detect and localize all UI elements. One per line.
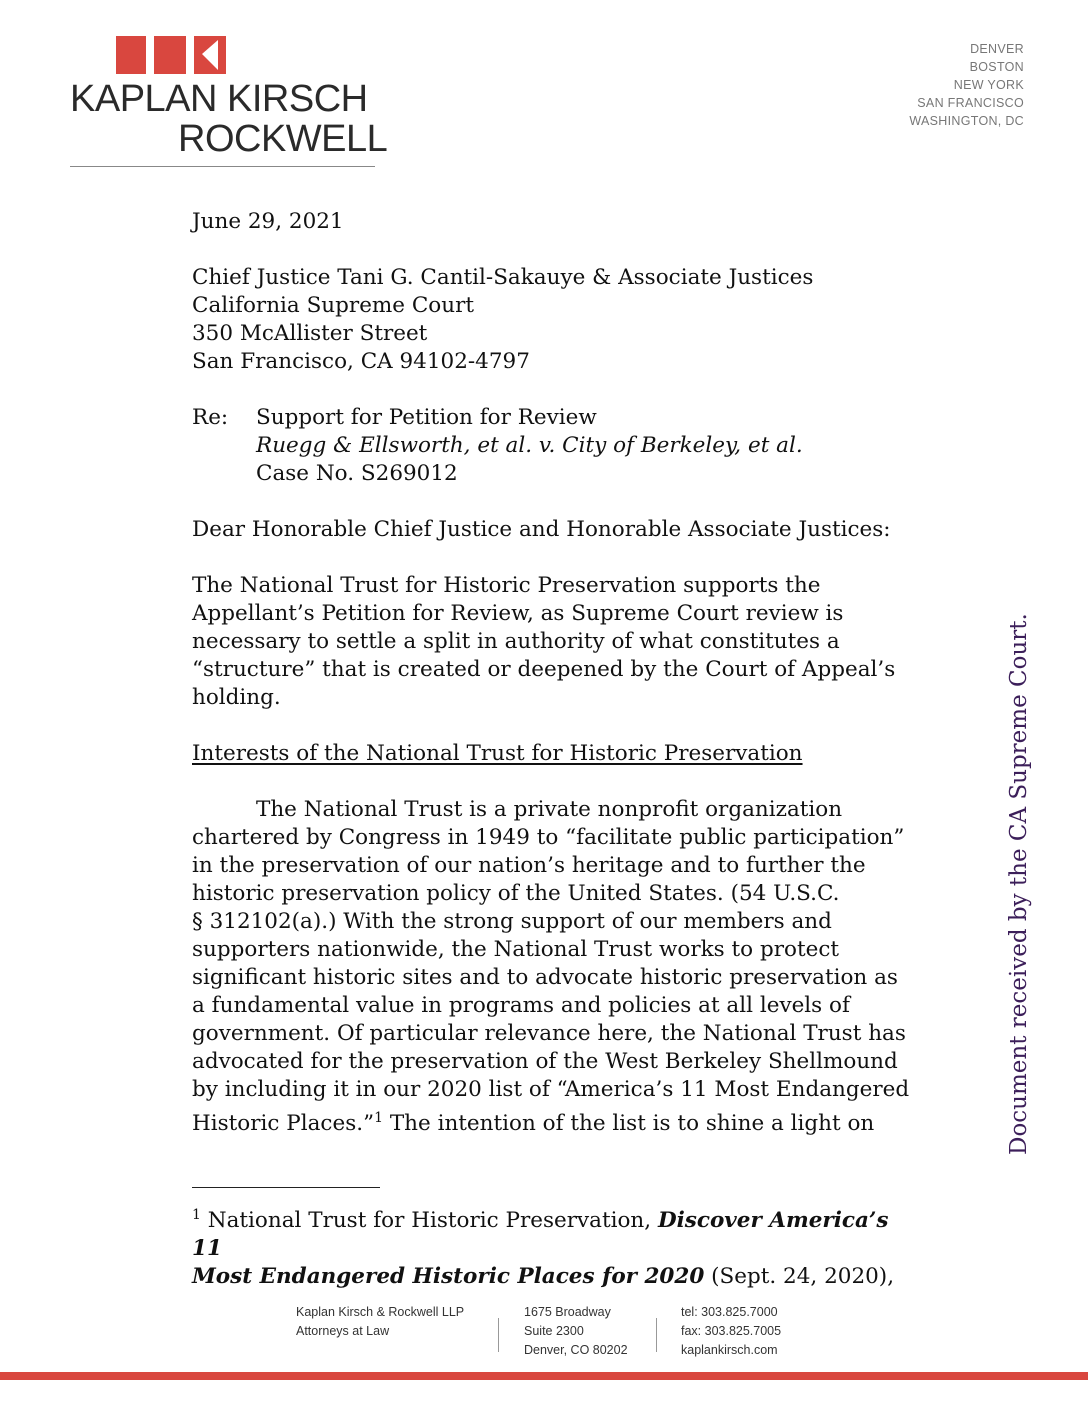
address-line: 350 McAllister Street (192, 321, 428, 346)
court-received-stamp: Document received by the CA Supreme Court. (1006, 613, 1032, 1155)
office-location: WASHINGTON, DC (909, 114, 1024, 128)
section-heading: Interests of the National Trust for Historic Preservation (192, 741, 803, 766)
footer-fax: fax: 303.825.7005 (681, 1324, 782, 1338)
paragraph-line: a fundamental value in programs and policies at all levels of (192, 993, 850, 1018)
paragraph-line: supporters nationwide, the National Trust works to protect (192, 937, 839, 962)
logo-text-line1: KAPLAN KIRSCH (70, 78, 368, 120)
paragraph-line: The National Trust for Historic Preservation supports the (192, 573, 821, 598)
footer-contact (681, 1303, 781, 1360)
footer-line: Kaplan Kirsch & Rockwell LLP (296, 1305, 465, 1319)
footnote (192, 1201, 912, 1291)
paragraph-line: chartered by Congress in 1949 to “facilitate public participation” (192, 825, 905, 850)
footnote-number: 1 (192, 1207, 201, 1223)
paragraph-line (192, 1104, 912, 1138)
re-label: Re: (192, 405, 229, 430)
letter-date: June 29, 2021 (192, 209, 344, 234)
footer-address (524, 1303, 628, 1360)
logo-mark-icon (114, 34, 254, 76)
address-line: Chief Justice Tani G. Cantil-Sakauye & Associate Justices (192, 265, 814, 290)
paragraph-line: historic preservation policy of the United States. (54 U.S.C. (192, 881, 840, 906)
office-location: NEW YORK (953, 78, 1024, 92)
letter-body (192, 208, 912, 1138)
footer-line: Suite 2300 (524, 1324, 584, 1338)
footnote-rule (192, 1187, 380, 1188)
paragraph-line: § 312102(a).) With the strong support of our members and (192, 909, 832, 934)
footer-website-link[interactable]: kaplankirsch.com (681, 1343, 778, 1357)
paragraph-line: necessary to settle a split in authority of what constitutes a (192, 629, 840, 654)
office-location: BOSTON (969, 60, 1024, 74)
recipient-address (192, 264, 912, 376)
paragraph-line: “structure” that is created or deepened by the Court of Appeal’s (192, 657, 896, 682)
firm-logo (70, 34, 388, 164)
re-block (192, 404, 912, 488)
office-locations (909, 40, 1024, 130)
office-location: DENVER (970, 42, 1024, 56)
paragraph-line: Appellant’s Petition for Review, as Supreme Court review is (192, 601, 844, 626)
footer-phone: tel: 303.825.7000 (681, 1305, 778, 1319)
footnote-text: National Trust for Historic Preservation, (200, 1208, 658, 1234)
paragraph-line: government. Of particular relevance here, the National Trust has (192, 1021, 906, 1046)
footer-line: 1675 Broadway (524, 1305, 611, 1319)
paragraph-line: advocated for the preservation of the West Berkeley Shellmound (192, 1049, 898, 1074)
office-location: SAN FRANCISCO (917, 96, 1024, 110)
footer-divider (498, 1318, 499, 1352)
footer-divider (656, 1318, 657, 1352)
footnote-title: Most Endangered Historic Places for 2020 (192, 1264, 705, 1290)
paragraph-line: holding. (192, 685, 281, 710)
address-line: California Supreme Court (192, 293, 475, 318)
address-line: San Francisco, CA 94102-4797 (192, 349, 530, 374)
re-subject: Support for Petition for Review (256, 405, 597, 430)
footer-firm (296, 1303, 464, 1341)
logo-text-line2: ROCKWELL (178, 118, 388, 160)
intro-paragraph (192, 572, 912, 712)
paragraph-line-text: Historic Places.” (192, 1111, 375, 1137)
re-case-name: Ruegg & Ellsworth, et al. v. City of Berkeley, et al. (256, 433, 803, 458)
paragraph-line-tail: The intention of the list is to shine a light on (382, 1111, 875, 1137)
footer-line: Denver, CO 80202 (524, 1343, 628, 1357)
paragraph-line: The National Trust is a private nonprofit organization (256, 797, 843, 822)
footnote-title: Discover America’s 11 (192, 1208, 889, 1262)
footnote-text: (Sept. 24, 2020), (704, 1264, 895, 1290)
paragraph-line: by including it in our 2020 list of “America’s 11 Most Endangered (192, 1077, 910, 1102)
paragraph-line: significant historic sites and to advocate historic preservation as (192, 965, 898, 990)
footnote-reference[interactable]: 1 (374, 1110, 383, 1126)
letterhead-rule (70, 166, 375, 167)
salutation: Dear Honorable Chief Justice and Honorable Associate Justices: (192, 517, 891, 542)
re-case-number: Case No. S269012 (256, 461, 458, 486)
footer-accent-bar (0, 1372, 1088, 1380)
paragraph-line: in the preservation of our nation’s heritage and to further the (192, 853, 866, 878)
footer-line: Attorneys at Law (296, 1324, 390, 1338)
interests-paragraph (192, 796, 912, 1138)
